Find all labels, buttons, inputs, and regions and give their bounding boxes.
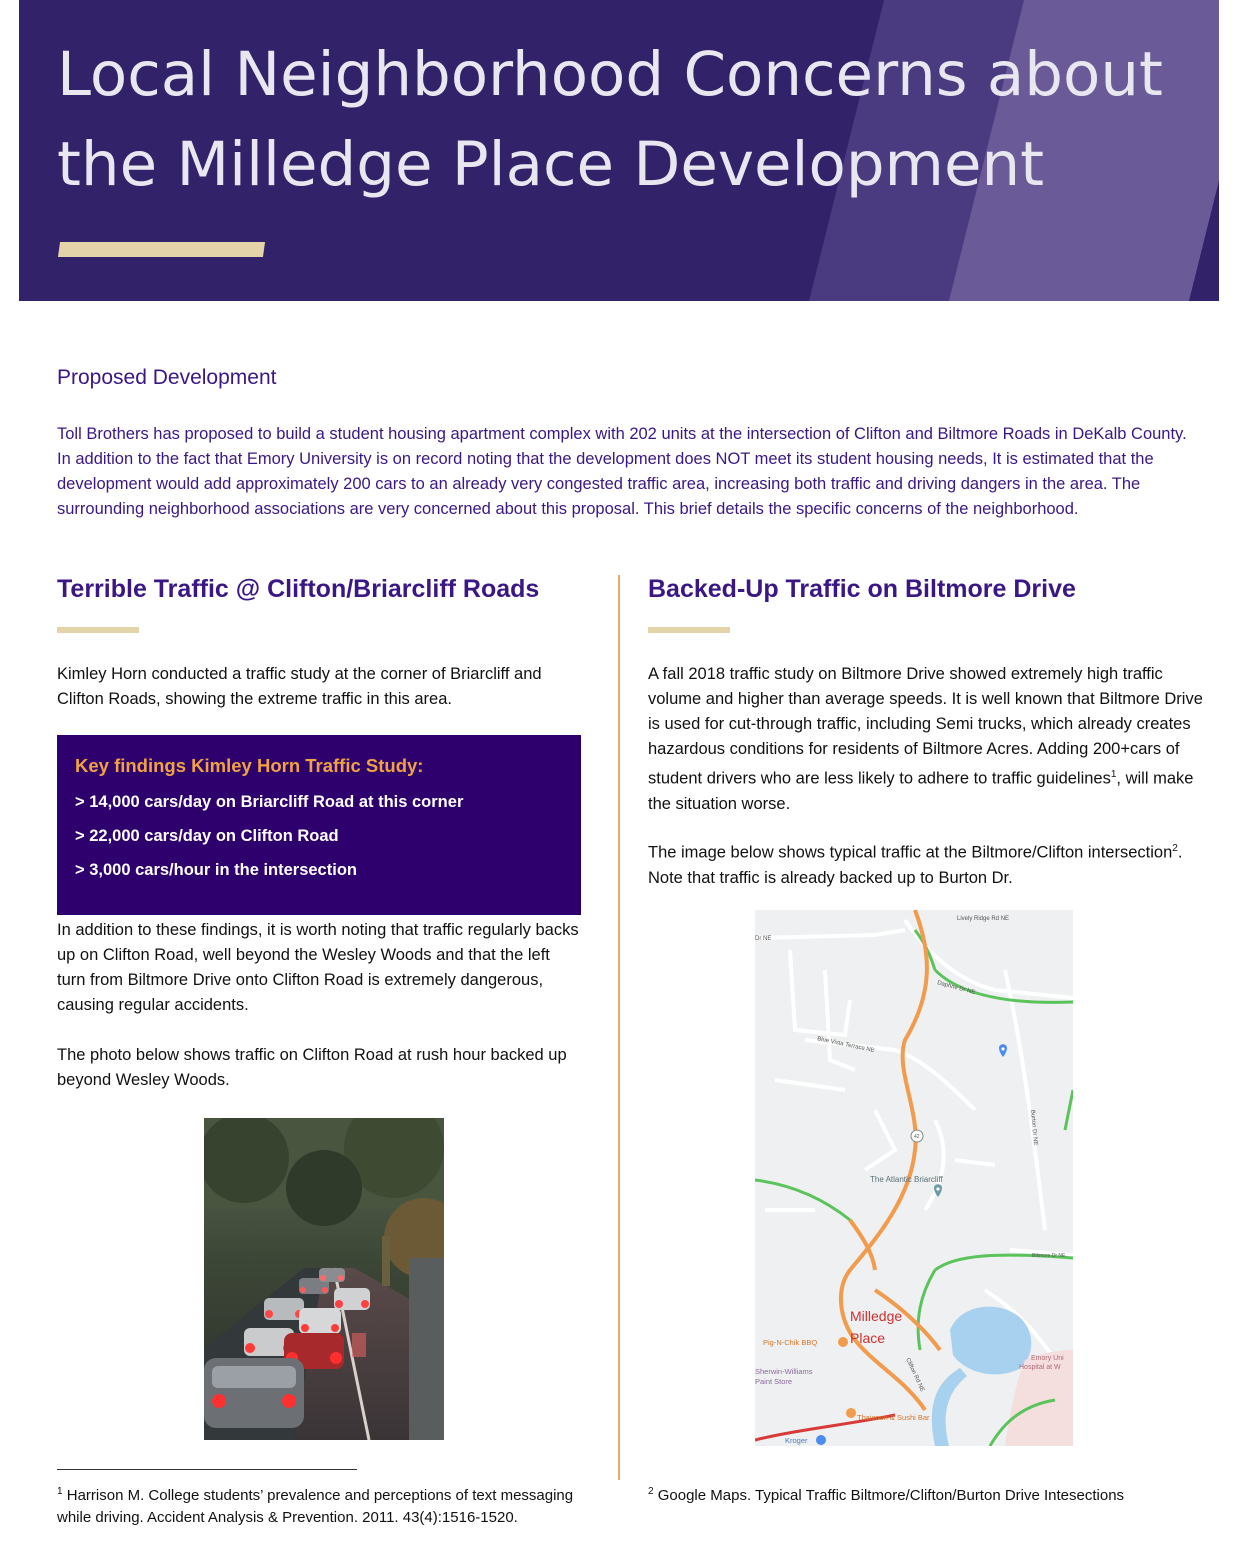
traffic-photo — [204, 1118, 444, 1440]
footnote-rule — [57, 1469, 357, 1470]
map-label: Sherwin-Williams — [755, 1367, 813, 1376]
map-label: Paint Store — [755, 1377, 793, 1386]
right-p1-text: A fall 2018 traffic study on Biltmore Drive showed extremely high traffic volume and higher than average speeds. It is well known that Biltmore Drive is used for cut-through traffic, including Semi trucks, which already creates hazardous conditions for residents of Biltmore Acres. Adding 200+cars of student drivers who are less likely to adhere to traffic guidelines — [648, 665, 1203, 788]
footnote-1-number: 1 — [57, 1486, 63, 1497]
map-label-atlantic: The Atlantic Briarcliff — [870, 1175, 943, 1184]
map-label: 42 — [914, 1134, 920, 1140]
right-p1-end: , will make the situation worse. — [648, 769, 1194, 813]
footnote-2-text: Google Maps. Typical Traffic Biltmore/Clifton/Burton Drive Intesections — [657, 1487, 1125, 1504]
restaurant-icon — [846, 1408, 856, 1418]
map-label: Clifton Rd NE — [904, 1357, 925, 1393]
right-paragraph-2 — [648, 836, 1218, 891]
right-paragraph-1 — [648, 662, 1218, 817]
footnote-1 — [57, 1481, 577, 1529]
traffic-map-image — [755, 910, 1073, 1446]
map-label: Blue Vista Terrace NE — [816, 1036, 876, 1055]
shopping-icon — [816, 1435, 826, 1445]
map-label: Pig-N-Chik BBQ — [763, 1338, 818, 1347]
right-heading-bar — [648, 627, 730, 633]
finding-item: > 14,000 cars/day on Briarcliff Road at this corner — [75, 793, 464, 811]
right-column-heading: Backed-Up Traffic on Biltmore Drive — [648, 575, 1076, 603]
intro-text: Toll Brothers has proposed to build a student housing apartment complex with 202 units at the intersection of Clifton and Biltmore Roads in DeKalb County. In addition to the fact that Emory University is on record noting that the development does NOT meet its student housing needs, It is estimated that the development would add approximately 200 cars to an already very congested traffic area, increasing both traffic and driving dangers in the area. The surrounding neighborhood associations are very concerned about this proposal. This brief details the specific concerns of the neighborhood. — [57, 425, 1187, 518]
intro-heading: Proposed Development — [57, 366, 277, 389]
left-column-heading: Terrible Traffic @ Clifton/Briarcliff Roads — [57, 575, 540, 603]
map-label: Emory Uni — [1031, 1355, 1064, 1362]
footnote-2-number: 2 — [648, 1486, 654, 1497]
map-label: Biltmore Dr NE — [1032, 1253, 1066, 1259]
traffic-map — [755, 910, 1073, 1446]
map-label: Hospital at W — [1019, 1364, 1061, 1371]
traffic-photo-image — [204, 1118, 444, 1440]
map-label: Kroger — [785, 1436, 808, 1445]
right-p2-end: . Note that traffic is already backed up to Burton Dr. — [648, 843, 1183, 887]
map-label: Dr NE — [755, 936, 772, 942]
left-paragraph-2: In addition to these findings, it is worth noting that traffic regularly backs up on Clifton Road, well beyond the Wesley Woods and that the left turn from Biltmore Drive onto Clifton Road is extremely dangerous, causing regular accidents. — [57, 921, 579, 1014]
header-banner — [19, 0, 1219, 301]
finding-item: > 22,000 cars/day on Clifton Road — [75, 827, 339, 845]
footnote-1-text: Harrison M. College students’ prevalence and perceptions of text messaging while driving. Accident Analysis & Prevention. 2011. 43(4):1516-1520. — [57, 1487, 574, 1526]
left-paragraph-1: Kimley Horn conducted a traffic study at the corner of Briarcliff and Clifton Roads, showing the extreme traffic in this area. — [57, 665, 542, 708]
right-p2-text: The image below shows typical traffic at the Biltmore/Clifton intersection — [648, 843, 1173, 862]
map-label: Daphne Dr NE — [936, 980, 976, 997]
left-paragraph-3: The photo below shows traffic on Clifton Road at rush hour backed up beyond Wesley Woods. — [57, 1046, 567, 1089]
findings-title: Key findings Kimley Horn Traffic Study: — [75, 755, 424, 776]
title-accent-bar — [58, 242, 265, 257]
footnote-ref-1: 1 — [1110, 769, 1117, 780]
map-label: Burton Dr NE — [1029, 1109, 1039, 1146]
page-title: Local Neighborhood Concerns about the Milledge Place Development — [57, 39, 1163, 200]
key-findings-box — [57, 735, 581, 915]
map-label-place: Place — [850, 1330, 886, 1346]
map-label-milledge: Milledge — [850, 1308, 903, 1324]
map-label: Thaicoon & Sushi Bar — [857, 1413, 930, 1422]
finding-item: > 3,000 cars/hour in the intersection — [75, 861, 357, 879]
left-heading-bar — [57, 627, 139, 633]
map-label: Lively Ridge Rd NE — [957, 916, 1010, 922]
column-divider — [618, 575, 620, 1480]
footnote-2 — [648, 1481, 1218, 1507]
footnote-ref-2: 2 — [1172, 843, 1178, 854]
restaurant-icon — [838, 1337, 848, 1347]
